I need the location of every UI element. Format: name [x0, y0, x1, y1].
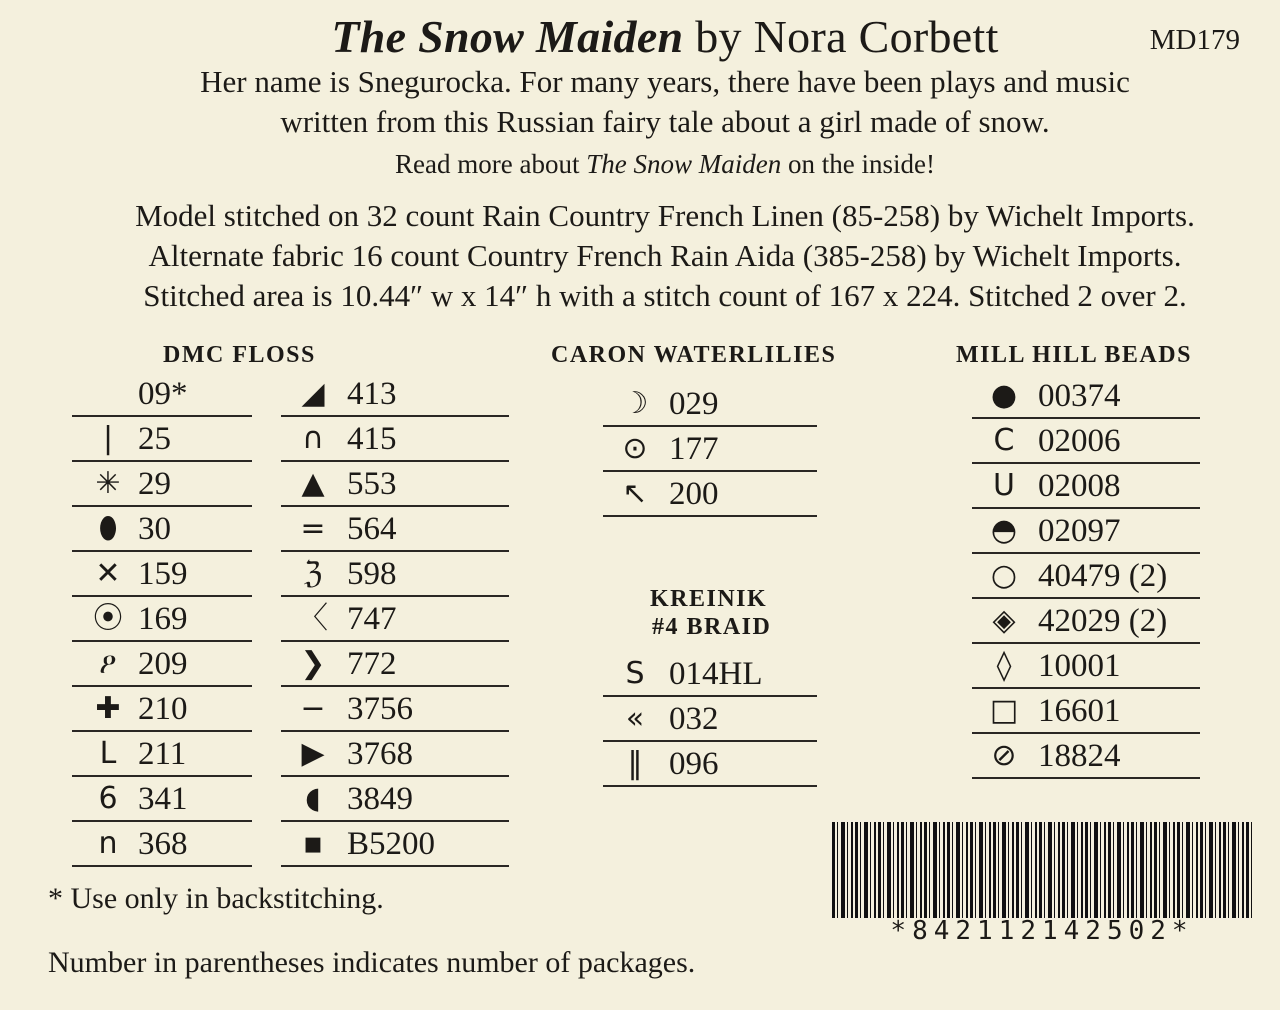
title-row: [0, 6, 1280, 68]
stitch-symbol-icon: ⊘: [991, 738, 1017, 773]
stitch-symbol-icon: ◈: [992, 603, 1016, 638]
dmc-floss-col-2-row: [281, 462, 509, 507]
thread-number: 598: [347, 556, 397, 592]
thread-number: 30: [138, 511, 171, 547]
caron-heading: CARON WATERLILIES: [551, 342, 837, 368]
thread-number: 10001: [1038, 648, 1121, 684]
stitch-symbol-icon: ☽: [621, 386, 649, 421]
mill-hill-list-row: [972, 734, 1200, 779]
dmc-floss-col-1-row: [72, 417, 252, 462]
mill-hill-list-row: [972, 599, 1200, 644]
dmc-floss-col-2-row: [281, 507, 509, 552]
thread-number: 032: [669, 701, 719, 737]
thread-number: 210: [138, 691, 188, 727]
dmc-floss-col-1-row: [72, 687, 252, 732]
thread-number: 747: [347, 601, 397, 637]
dmc-floss-col-1-row: [72, 597, 252, 642]
dmc-floss-col-1-row: [72, 372, 252, 417]
thread-number: 42029 (2): [1038, 603, 1168, 639]
barcode-number: *842112142502*: [890, 916, 1194, 946]
thread-number: 200: [669, 476, 719, 512]
stitch-symbol-icon: U: [993, 468, 1015, 503]
stitch-symbol-icon: 6: [98, 781, 118, 816]
thread-number: 02097: [1038, 513, 1121, 549]
intro-line-1: Her name is Snegurocka. For many years, there have been plays and music: [200, 64, 1130, 99]
intro-line-2: written from this Russian fairy tale about a girl made of snow.: [280, 104, 1050, 139]
dmc-floss-col-2-row: [281, 597, 509, 642]
stitch-symbol-icon: −: [300, 691, 326, 726]
kreinik-list-row: [603, 697, 817, 742]
kreinik-list-row: [603, 742, 817, 787]
stitch-symbol-icon: ◖: [305, 781, 321, 816]
dmc-floss-col-2-row: [281, 687, 509, 732]
stitch-symbol-icon: ▲: [301, 466, 325, 501]
stitch-symbol-icon: |: [102, 421, 114, 456]
stitch-symbol-icon: ✚: [95, 691, 121, 726]
intro-line-3-italic: The Snow Maiden: [586, 149, 782, 179]
thread-number: 564: [347, 511, 397, 547]
stitch-symbol-icon: ℨ: [303, 556, 323, 591]
stitch-symbol-icon: ✳: [95, 466, 121, 501]
intro-line-3-pre: Read more about: [395, 149, 587, 179]
dmc-floss-col-2-row: [281, 777, 509, 822]
stitch-symbol-icon: ⦿: [93, 601, 123, 636]
thread-number: 772: [347, 646, 397, 682]
mill-hill-heading: MILL HILL BEADS: [956, 342, 1192, 368]
stitch-symbol-icon: ◊: [996, 648, 1012, 683]
stitch-symbol-icon: ↖: [622, 476, 648, 511]
stitch-symbol-icon: □: [989, 693, 1019, 728]
thread-number: 09*: [138, 376, 188, 412]
stitch-symbol-icon: ∩: [302, 421, 324, 456]
thread-number: 00374: [1038, 378, 1121, 414]
title-italic: The Snow Maiden: [331, 11, 684, 62]
thread-number: 368: [138, 826, 188, 862]
thread-number: 211: [138, 736, 187, 772]
thread-number: 3756: [347, 691, 413, 727]
dmc-floss-col-2-row: [281, 732, 509, 777]
mill-hill-list-row: [972, 554, 1200, 599]
dmc-floss-col-1-row: [72, 777, 252, 822]
mill-hill-list-row: [972, 509, 1200, 554]
intro-line-3: [0, 144, 1280, 184]
thread-number: 209: [138, 646, 188, 682]
thread-number: 415: [347, 421, 397, 457]
mill-hill-list-row: [972, 464, 1200, 509]
model-line-3: Stitched area is 10.44″ w x 14″ h with a stitch count of 167 x 224. Stitched 2 over 2.: [143, 278, 1187, 313]
model-line-2: Alternate fabric 16 count Country French Rain Aida (385-258) by Wichelt Imports.: [148, 238, 1182, 273]
dmc-floss-heading: DMC FLOSS: [163, 342, 316, 368]
title-author: by Nora Corbett: [683, 11, 999, 62]
dmc-floss-col-1-row: [72, 642, 252, 687]
thread-number: 029: [669, 386, 719, 422]
caron-list-row: [603, 472, 817, 517]
thread-number: 40479 (2): [1038, 558, 1168, 594]
dmc-floss-col-2-row: [281, 552, 509, 597]
thread-number: 02008: [1038, 468, 1121, 504]
stitch-symbol-icon: «: [625, 701, 645, 736]
dmc-floss-col-1-row: [72, 462, 252, 507]
stitch-symbol-icon: ○: [990, 558, 1018, 593]
kreinik-list-row: [603, 652, 817, 697]
stitch-symbol-icon: [90, 376, 126, 412]
stitch-symbol-icon: ‖: [627, 746, 643, 781]
thread-number: 553: [347, 466, 397, 502]
stitch-symbol-icon: C: [993, 423, 1015, 458]
thread-number: 3849: [347, 781, 413, 817]
thread-number: 16601: [1038, 693, 1121, 729]
packages-note: Number in parentheses indicates number of packages.: [48, 946, 696, 979]
thread-number: 3768: [347, 736, 413, 772]
thread-number: 096: [669, 746, 719, 782]
stitch-symbol-icon: ⬮: [98, 511, 118, 546]
dmc-floss-col-1-row: [72, 552, 252, 597]
mill-hill-list-row: [972, 644, 1200, 689]
mill-hill-list-row: [972, 419, 1200, 464]
thread-number: B5200: [347, 826, 436, 862]
mill-hill-list-row: [972, 689, 1200, 734]
stitch-symbol-icon: ◢: [301, 376, 325, 411]
kreinik-heading-2: #4 BRAID: [652, 614, 772, 640]
stitch-symbol-icon: ❯: [300, 646, 326, 681]
thread-number: 177: [669, 431, 719, 467]
thread-number: 25: [138, 421, 171, 457]
stitch-symbol-icon: n: [98, 826, 118, 861]
stitch-symbol-icon: ✕: [95, 556, 121, 591]
stitch-symbol-icon: ▶: [301, 736, 325, 771]
stitch-symbol-icon: =: [300, 511, 326, 546]
thread-number: 169: [138, 601, 188, 637]
stitch-symbol-icon: ዖ: [99, 646, 117, 681]
dmc-floss-col-2-row: [281, 642, 509, 687]
dmc-floss-col-2-row: [281, 822, 509, 867]
intro-line-3-post: on the inside!: [781, 149, 935, 179]
thread-number: 18824: [1038, 738, 1121, 774]
dmc-floss-col-2-row: [281, 372, 509, 417]
stitch-symbol-icon: ◓: [990, 513, 1018, 548]
thread-number: 29: [138, 466, 171, 502]
barcode: [832, 822, 1252, 918]
dmc-floss-col-1-row: [72, 732, 252, 777]
stitch-symbol-icon: ▪: [302, 826, 324, 861]
stitch-symbol-icon: S: [625, 656, 645, 691]
stitch-symbol-icon: ●: [990, 378, 1018, 413]
dmc-floss-col-2-row: [281, 417, 509, 462]
design-code: MD179: [1149, 24, 1240, 56]
caron-list-row: [603, 427, 817, 472]
page-title: [0, 10, 1280, 63]
dmc-floss-col-1-row: [72, 507, 252, 552]
thread-number: 413: [347, 376, 397, 412]
thread-number: 341: [138, 781, 188, 817]
dmc-floss-col-1-row: [72, 822, 252, 867]
mill-hill-list-row: [972, 374, 1200, 419]
stitch-symbol-icon: ⊙: [622, 431, 648, 466]
stitch-symbol-icon: L: [99, 736, 117, 771]
model-line-1: Model stitched on 32 count Rain Country French Linen (85-258) by Wichelt Imports.: [135, 198, 1195, 233]
caron-list-row: [603, 382, 817, 427]
backstitch-note: * Use only in backstitching.: [48, 882, 384, 915]
stitch-symbol-icon: 〈: [298, 601, 328, 636]
thread-number: 02006: [1038, 423, 1121, 459]
kreinik-heading-1: KREINIK: [650, 586, 768, 612]
thread-number: 159: [138, 556, 188, 592]
thread-number: 014HL: [669, 656, 763, 692]
